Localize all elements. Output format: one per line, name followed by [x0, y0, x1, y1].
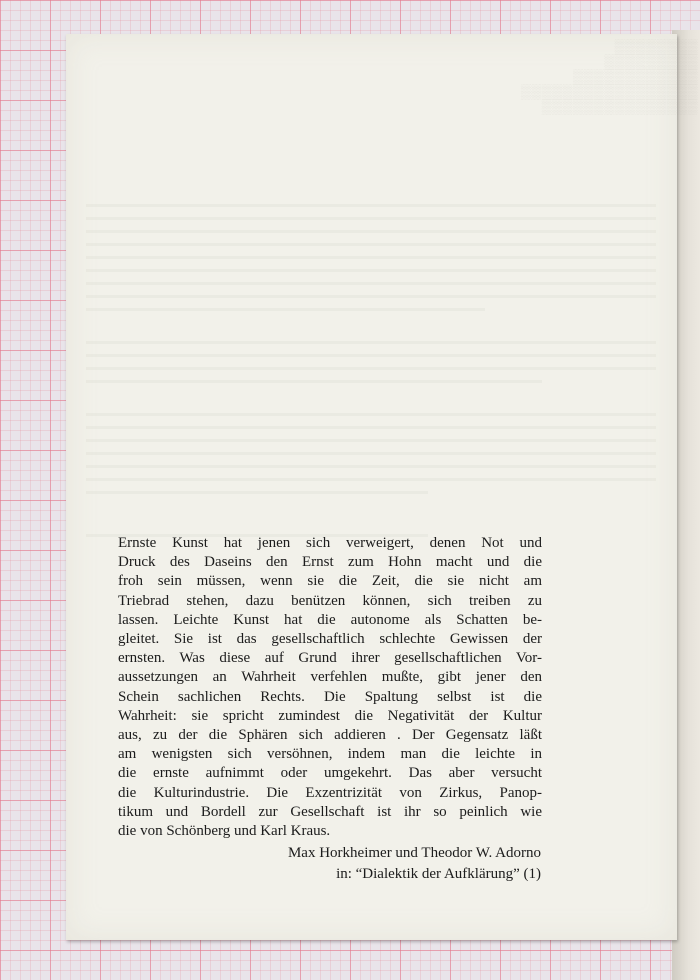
quote-line: Schein sachlichen Rechts. Die Spaltung selbst ist die — [118, 688, 542, 705]
quote-line: die ernste aufnimmt oder umgekehrt. Das aber versucht — [118, 765, 542, 782]
quote-line: Triebrad stehen, dazu benützen können, sich treiben zu — [118, 592, 542, 609]
quote-line: Druck des Daseins den Ernst zum Hohn macht und die — [118, 554, 542, 571]
quote-line: tikum und Bordell zur Gesellschaft ist ihr so peinlich wie — [118, 803, 542, 820]
attribution-authors: Max Horkheimer und Theodor W. Adorno — [287, 845, 541, 861]
quote-line: die von Schönberg und Karl Kraus. — [118, 823, 331, 840]
quote-text — [118, 534, 542, 841]
attribution — [120, 843, 541, 885]
attribution-source: in: “Dialektik der Aufklärung” (1) — [336, 866, 541, 882]
quote-line: aus, zu der die Sphären sich addieren . Der Gegensatz läßt — [118, 727, 542, 744]
quote-line: Wahrheit: sie spricht zumindest die Negativität der Kultur — [118, 707, 542, 724]
quote-line: aussetzungen an Wahrheit verfehlen mußte, gibt jener den — [118, 669, 542, 686]
quote-line: die Kulturindustrie. Die Exzentrizität von Zirkus, Panop- — [118, 784, 542, 801]
quote-line: lassen. Leichte Kunst hat die autonome als Schatten be- — [118, 611, 542, 628]
quote-line: froh sein müssen, wenn sie die Zeit, die sie nicht am — [118, 573, 542, 590]
quote-line: am wenigsten sich versöhnen, indem man die leichte in — [118, 746, 542, 763]
quote-line: gleitet. Sie ist das gesellschaftlich schlechte Gewissen der — [118, 631, 542, 648]
quote-line: Ernste Kunst hat jenen sich verweigert, denen Not und — [118, 535, 542, 551]
bleed-through-heading: ▒▒▒▒▒▒▒▒ ▒▒▒▒▒▒▒▒▒ ▒▒▒▒▒▒▒▒▒▒▒▒ ▒▒▒▒▒▒▒▒▒▒▒▒▒▒▒▒▒ ▒▒▒▒▒▒▒▒▒▒▒▒▒▒▒ — [520, 40, 698, 115]
quote-line: ernsten. Was diese auf Grund ihrer gesellschaftlichen Vor- — [118, 650, 542, 667]
bleed-through-text — [86, 204, 656, 547]
